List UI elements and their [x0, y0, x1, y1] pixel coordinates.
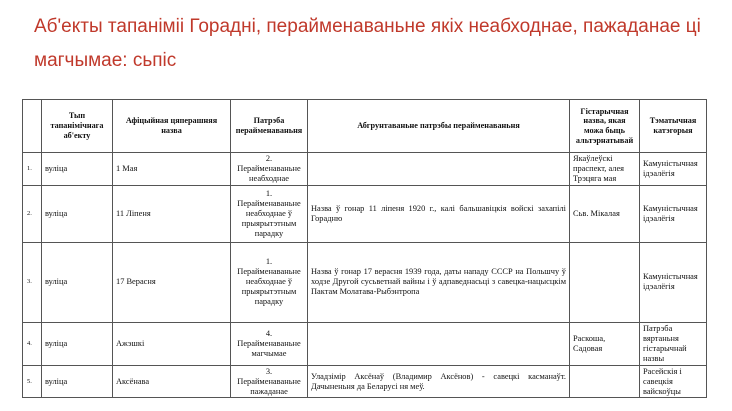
header-official-name: Афіцыйная цяперашняя назва [113, 100, 231, 153]
renaming-need-cell: 1. Перайменаваньне неабходнае ў прыярытэтным парадку [231, 242, 308, 322]
row-number: 3. [23, 242, 42, 322]
row-number: 5. [23, 365, 42, 398]
header-justification: Абгрунтаваньне патрэбы перайменаваньня [308, 100, 570, 153]
historical-name-cell: Раскоша, Садовая [570, 322, 640, 365]
object-type-cell: вуліца [42, 153, 113, 186]
historical-name-cell [570, 242, 640, 322]
category-cell: Камуністычная ідэалёгія [640, 185, 707, 242]
table-row [23, 322, 707, 365]
official-name-cell: 17 Верасня [113, 242, 231, 322]
row-number: 1. [23, 153, 42, 186]
historical-name-cell: Сьв. Мікалая [570, 185, 640, 242]
official-name-cell: 1 Мая [113, 153, 231, 186]
table-row [23, 185, 707, 242]
official-name-cell: Ажэшкі [113, 322, 231, 365]
object-type-cell: вуліца [42, 365, 113, 398]
header-number [23, 100, 42, 153]
category-cell: Патрэба вяртаньня гістарычнай назвы [640, 322, 707, 365]
historical-name-cell [570, 365, 640, 398]
official-name-cell: Аксёнава [113, 365, 231, 398]
object-type-cell: вуліца [42, 322, 113, 365]
header-historical-name: Гістарычная назва, якая можа быць альтэрнатывай [570, 100, 640, 153]
object-type-cell: вуліца [42, 242, 113, 322]
object-type-cell: вуліца [42, 185, 113, 242]
justification-cell: Назва ў гонар 11 ліпеня 1920 г., калі бальшавіцкія войскі захапілі Горадню [308, 185, 570, 242]
justification-cell: Назва ў гонар 17 верасня 1939 года, даты нападу СССР на Польшчу ў ходзе Другой сусьветнай вайны і ў адпаведнасьці з савецка-нацысцкім Пактам Молатава-Рыбэнтропа [308, 242, 570, 322]
category-cell: Камуністычная ідэалёгія [640, 242, 707, 322]
justification-cell [308, 322, 570, 365]
toponym-table [22, 99, 707, 398]
justification-cell [308, 153, 570, 186]
table-row [23, 365, 707, 398]
header-category: Тэматычная катэгорыя [640, 100, 707, 153]
category-cell: Расейскія і савецкія вайскоўцы [640, 365, 707, 398]
table-row [23, 153, 707, 186]
header-renaming-need: Патрэба перайменаваньня [231, 100, 308, 153]
row-number: 4. [23, 322, 42, 365]
renaming-need-cell: 4. Перайменаваньне магчымае [231, 322, 308, 365]
official-name-cell: 11 Ліпеня [113, 185, 231, 242]
category-cell: Камуністычная ідэалёгія [640, 153, 707, 186]
renaming-need-cell: 2. Перайменаваньне неабходнае [231, 153, 308, 186]
renaming-need-cell: 3. Перайменаваньне пажаданае [231, 365, 308, 398]
justification-cell: Уладзімір Аксёнаў (Владимир Аксёнов) - савецкі касманаўт. Дачыненьня да Беларусі ня меў. [308, 365, 570, 398]
renaming-need-cell: 1. Перайменаваньне неабходнае ў прыярытэтным парадку [231, 185, 308, 242]
historical-name-cell: Якаўлеўскі праспект, алея Трэцяга мая [570, 153, 640, 186]
row-number: 2. [23, 185, 42, 242]
table-row [23, 242, 707, 322]
header-object-type: Тып тапанімічнага аб'екту [42, 100, 113, 153]
page-title: Аб'екты тапаніміі Горадні, перайменаваньне якіх неабходнае, пажаданае ці магчымае: сьпіс [34, 16, 701, 71]
table-header-row [23, 100, 707, 153]
